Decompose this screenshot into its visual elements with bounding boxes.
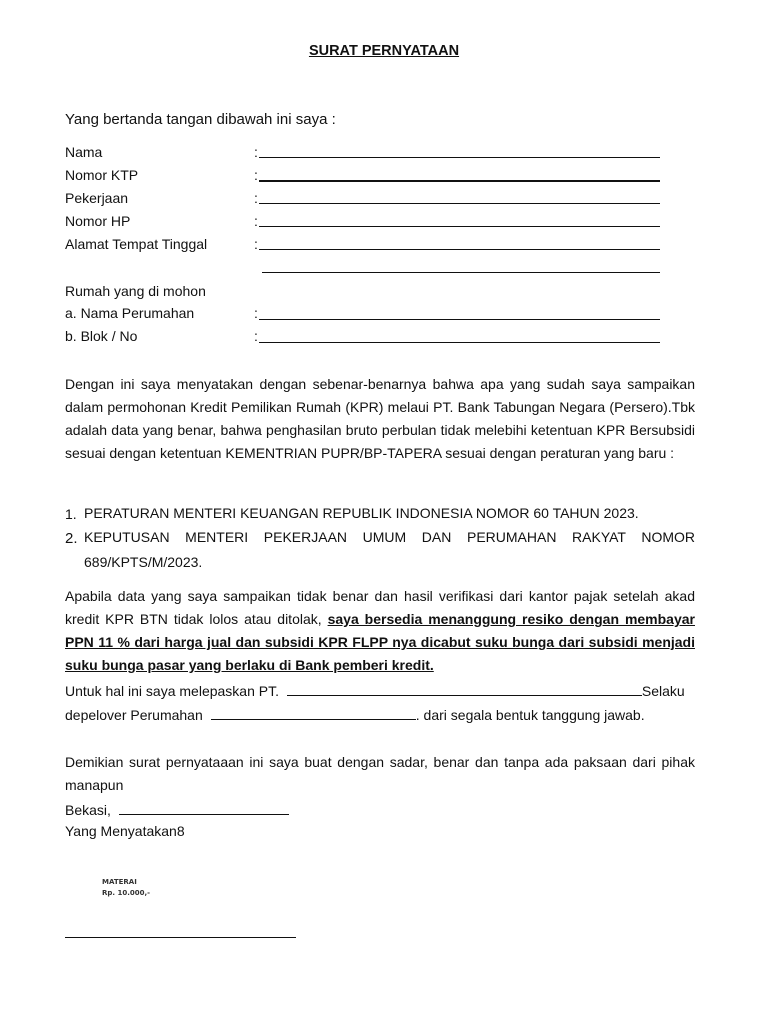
housing-field-line[interactable] xyxy=(259,319,660,320)
field-label-job: Pekerjaan xyxy=(65,190,129,206)
stamp-amount: Rp. 10.000,- xyxy=(102,889,151,897)
place-label: Bekasi, xyxy=(65,802,111,818)
field-colon: : xyxy=(254,328,258,344)
signature-line[interactable] xyxy=(65,937,296,938)
risk-text: Apabila data yang saya sampaikan tidak benar dan hasil verifikasi dari kantor pajak setelah akad kredit KPR BTN tidak lolos atau ditolak, xyxy=(65,588,695,627)
field-label-ktp: Nomor KTP xyxy=(65,167,139,183)
regulation-number: 1. xyxy=(65,506,77,522)
field-colon: : xyxy=(254,167,258,183)
release-line-1 xyxy=(65,681,695,699)
field-colon: : xyxy=(254,190,258,206)
address-field-line-2[interactable] xyxy=(262,272,660,273)
date-blank[interactable] xyxy=(119,800,289,815)
closing-paragraph: Demikian surat pernyataaan ini saya buat dengan sadar, benar dan tanpa ada paksaan dari pihak manapun xyxy=(65,754,695,793)
release-text: depelover Perumahan xyxy=(65,707,203,723)
ktp-field-line[interactable] xyxy=(259,180,660,182)
release-text: . dari segala bentuk tanggung jawab. xyxy=(415,707,645,723)
field-colon: : xyxy=(254,236,258,252)
job-field-line[interactable] xyxy=(259,203,660,204)
block-field-line[interactable] xyxy=(259,342,660,343)
release-text: Selaku xyxy=(641,683,685,699)
name-field-line[interactable] xyxy=(259,157,660,158)
field-label-phone: Nomor HP xyxy=(65,213,131,229)
field-label-block: b. Blok / No xyxy=(65,328,138,344)
company-blank[interactable] xyxy=(287,681,642,696)
field-label-address: Alamat Tempat Tinggal xyxy=(65,236,208,252)
page-title: SURAT PERNYATAAN xyxy=(308,43,460,59)
field-label-housing: a. Nama Perumahan xyxy=(65,305,195,321)
risk-emphasis: saya bersedia menanggung resiko dengan membayar PPN 11 % dari harga jual dan subsidi KPR FLPP nya dicabut suku bunga dari subsidi menjadi suku bunga pasar yang berlaku di Bank pemberi kredit. xyxy=(65,611,695,673)
developer-blank[interactable] xyxy=(211,705,416,720)
risk-paragraph xyxy=(65,585,695,677)
release-line-2 xyxy=(65,705,695,723)
intro-text: Yang bertanda tangan dibawah ini saya : xyxy=(65,111,336,128)
place-date-row xyxy=(65,800,695,818)
phone-field-line[interactable] xyxy=(259,226,660,227)
field-label-name: Nama xyxy=(65,144,103,160)
regulation-text: PERATURAN MENTERI KEUANGAN REPUBLIK INDONESIA NOMOR 60 TAHUN 2023. xyxy=(84,505,639,521)
address-field-line[interactable] xyxy=(259,249,660,250)
regulation-number: 2. xyxy=(65,530,78,547)
stamp-label: MATERAI xyxy=(102,878,137,886)
release-text: Untuk hal ini saya melepaskan PT. xyxy=(65,683,279,699)
field-colon: : xyxy=(254,144,258,160)
field-colon: : xyxy=(254,213,258,229)
house-heading: Rumah yang di mohon xyxy=(65,283,206,299)
statement-paragraph: Dengan ini saya menyatakan dengan sebenar-benarnya bahwa apa yang sudah saya sampaikan dalam permohonan Kredit Pemilikan Rumah (KPR) melaui PT. Bank Tabungan Negara (Persero).Tbk adalah data yang benar, bahwa penghasilan bruto perbulan tidak melebihi ketentuan KPR Bersubsidi sesuai dengan ketentuan KEMENTRIAN PUPR/BP-TAPERA sesuai dengan peraturan yang baru : xyxy=(65,376,695,461)
regulation-text: KEPUTUSAN MENTERI PEKERJAAN UMUM DAN PERUMAHAN RAKYAT NOMOR 689/KPTS/M/2023. xyxy=(84,529,695,570)
signatory-label: Yang Menyatakan8 xyxy=(65,823,185,839)
field-colon: : xyxy=(254,305,258,321)
